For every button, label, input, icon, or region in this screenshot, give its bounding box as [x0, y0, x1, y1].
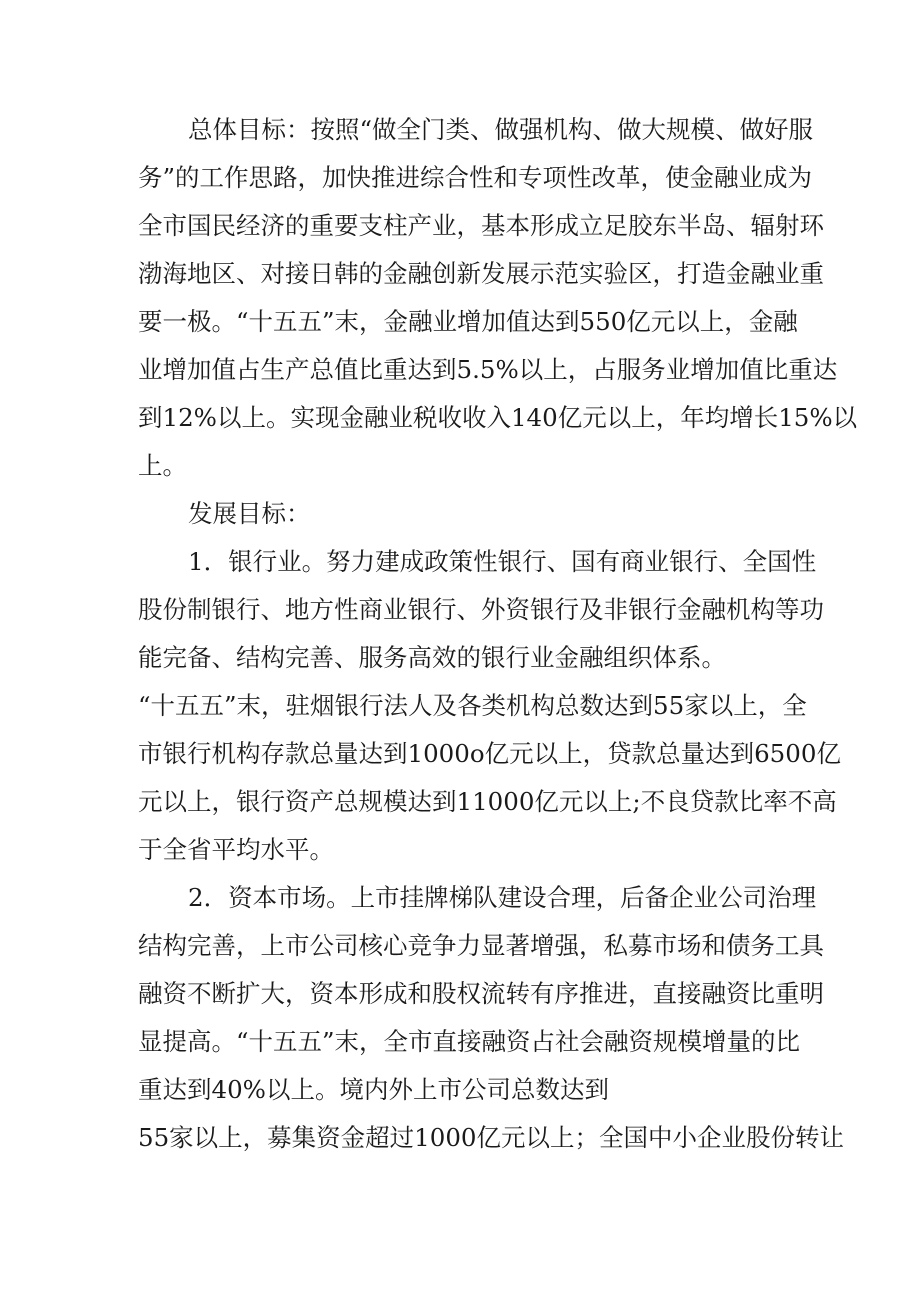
- paragraph-banking-line: 元以上，银行资产总规模达到11000亿元以上;不良贷款比率不高: [138, 787, 837, 816]
- heading-development-goals: 发展目标：: [188, 499, 311, 528]
- paragraph-overall-goal-line: 到12%以上。实现金融业税收收入140亿元以上，年均增长15%以: [138, 403, 858, 432]
- paragraph-overall-goal-line: 要一极。“十五五”末，金融业增加值达到550亿元以上，金融: [138, 307, 798, 336]
- paragraph-overall-goal-line: 务”的工作思路，加快推进综合性和专项性改革，使金融业成为: [138, 163, 813, 192]
- paragraph-capital-market-line: 重达到40%以上。境内外上市公司总数达到: [138, 1075, 609, 1104]
- paragraph-banking-line: 能完备、结构完善、服务高效的银行业金融组织体系。: [138, 643, 726, 672]
- paragraph-banking-line: 股份制银行、地方性商业银行、外资银行及非银行金融机构等功: [138, 595, 824, 624]
- paragraph-overall-goal-line: 业增加值占生产总值比重达到5.5%以上，占服务业增加值比重达: [138, 355, 838, 384]
- paragraph-capital-market-line: 融资不断扩大，资本形成和股权流转有序推进，直接融资比重明: [138, 979, 824, 1008]
- paragraph-overall-goal-line: 全市国民经济的重要支柱产业，基本形成立足胶东半岛、辐射环: [138, 211, 824, 240]
- paragraph-banking-line: 于全省平均水平。: [138, 835, 334, 864]
- paragraph-capital-market-line: 2．资本市场。上市挂牌梯队建设合理，后备企业公司治理: [188, 883, 817, 912]
- paragraph-overall-goal-line: 总体目标：按照“做全门类、做强机构、做大规模、做好服: [188, 115, 814, 144]
- paragraph-banking-line: 1．银行业。努力建成政策性银行、国有商业银行、全国性: [188, 547, 817, 576]
- paragraph-overall-goal-line: 上。: [138, 451, 187, 480]
- paragraph-capital-market-line: 结构完善，上市公司核心竞争力显著增强，私募市场和债务工具: [138, 931, 824, 960]
- paragraph-capital-market-line: 显提高。“十五五”末，全市直接融资占社会融资规模增量的比: [138, 1027, 801, 1056]
- paragraph-banking-line: “十五五”末，驻烟银行法人及各类机构总数达到55家以上，全: [138, 691, 807, 720]
- paragraph-overall-goal-line: 渤海地区、对接日韩的金融创新发展示范实验区，打造金融业重: [138, 259, 824, 288]
- paragraph-capital-market-line: 55家以上，募集资金超过1000亿元以上；全国中小企业股份转让: [138, 1123, 845, 1152]
- paragraph-banking-line: 市银行机构存款总量达到1000o亿元以上，贷款总量达到6500亿: [138, 739, 841, 768]
